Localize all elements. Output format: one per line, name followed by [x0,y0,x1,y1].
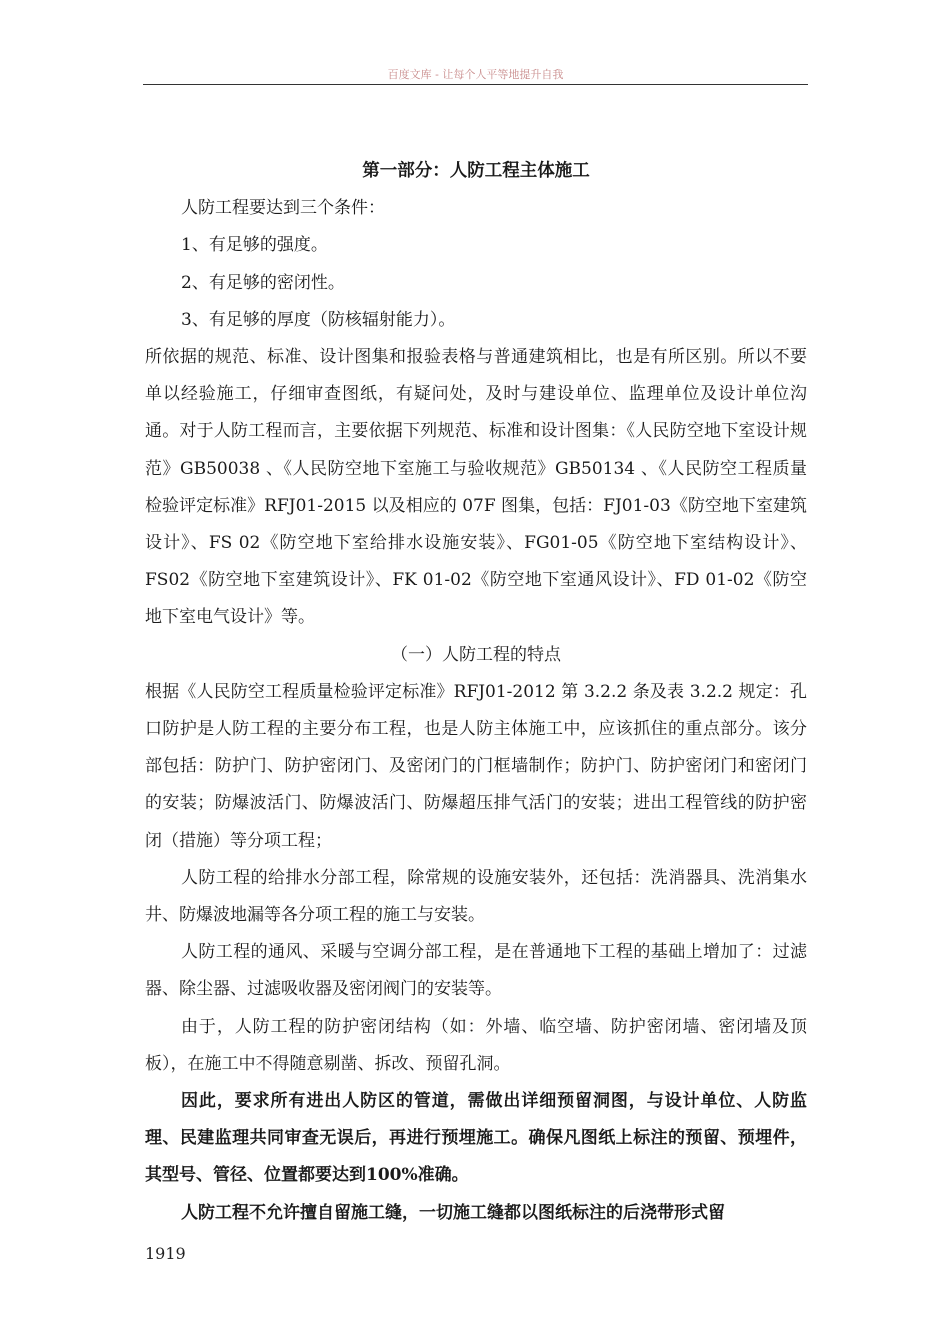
paragraph: 人防工程的给排水分部工程，除常规的设施安装外，还包括：洗消器具、洗消集水井、防爆波地漏等各分项工程的施工与安装。 [145,867,807,926]
document-body [145,153,807,1232]
paragraph-emphasis: 人防工程不允许擅自留施工缝，一切施工缝都以图纸标注的后浇带形式留 [181,1202,725,1223]
subsection-heading: （一）人防工程的特点 [391,644,561,665]
paragraph: 由于，人防工程的防护密闭结构（如：外墙、临空墙、防护密闭墙、密闭墙及顶板），在施工中不得随意剔凿、拆改、预留孔洞。 [145,1016,807,1074]
list-item: 1、有足够的强度。 [181,235,328,256]
page-header: 百度文库 - 让每个人平等地提升自我 [387,68,564,81]
paragraph: 人防工程的通风、采暖与空调分部工程，是在普通地下工程的基础上增加了：过滤器、除尘器、过滤吸收器及密闭阀门的安装等。 [145,942,807,1000]
paragraph: 根据《人民防空工程质量检验评定标准》RFJ01-2012 第 3.2.2 条及表 3.2.2 规定：孔口防护是人防工程的主要分布工程，也是人防主体施工中，应该抓住的重点部分。该分部包括：防护门、防护密闭门、及密闭门的门框墙制作；防护门、防护密闭门和密闭门的安装；防爆波活门、防爆波活门、防爆超压排气活门的安装；进出工程管线的防护密闭（措施）等分项工程； [145,681,807,851]
paragraph: 所依据的规范、标准、设计图集和报验表格与普通建筑相比，也是有所区别。所以不要单以经验施工，仔细审查图纸，有疑问处，及时与建设单位、监理单位及设计单位沟通。对于人防工程而言，主要依据下列规范、标准和设计图集：《人民防空地下室设计规范》GB50038 、《人民防空地下室施工与验收规范》GB50134 、《人民防空工程质量检验评定标准》RFJ01-2015 以及相应的 07F 图集，包括：FJ01-03《防空地下室建筑设计》、FS 02《防空地下室给排水设施安装》、FG01-05《防空地下室结构设计》、FS02《防空地下室建筑设计》、FK 01-02《防空地下室通风设计》、FD 01-02《防空地下室电气设计》等。 [145,347,807,628]
list-item: 3、有足够的厚度（防核辐射能力）。 [181,309,456,330]
paragraph: 人防工程要达到三个条件： [181,198,385,219]
paragraph-emphasis: 因此，要求所有进出人防区的管道，需做出详细预留洞图，与设计单位、人防监理、民建监理共同审查无误后，再进行预埋施工。确保凡图纸上标注的预留、预埋件，其型号、管径、位置都要达到100%准确。 [145,1091,807,1186]
list-item: 2、有足够的密闭性。 [181,272,345,293]
section-title: 第一部分：人防工程主体施工 [362,161,590,181]
page-number: 1919 [145,1244,186,1263]
header-divider [143,84,808,85]
